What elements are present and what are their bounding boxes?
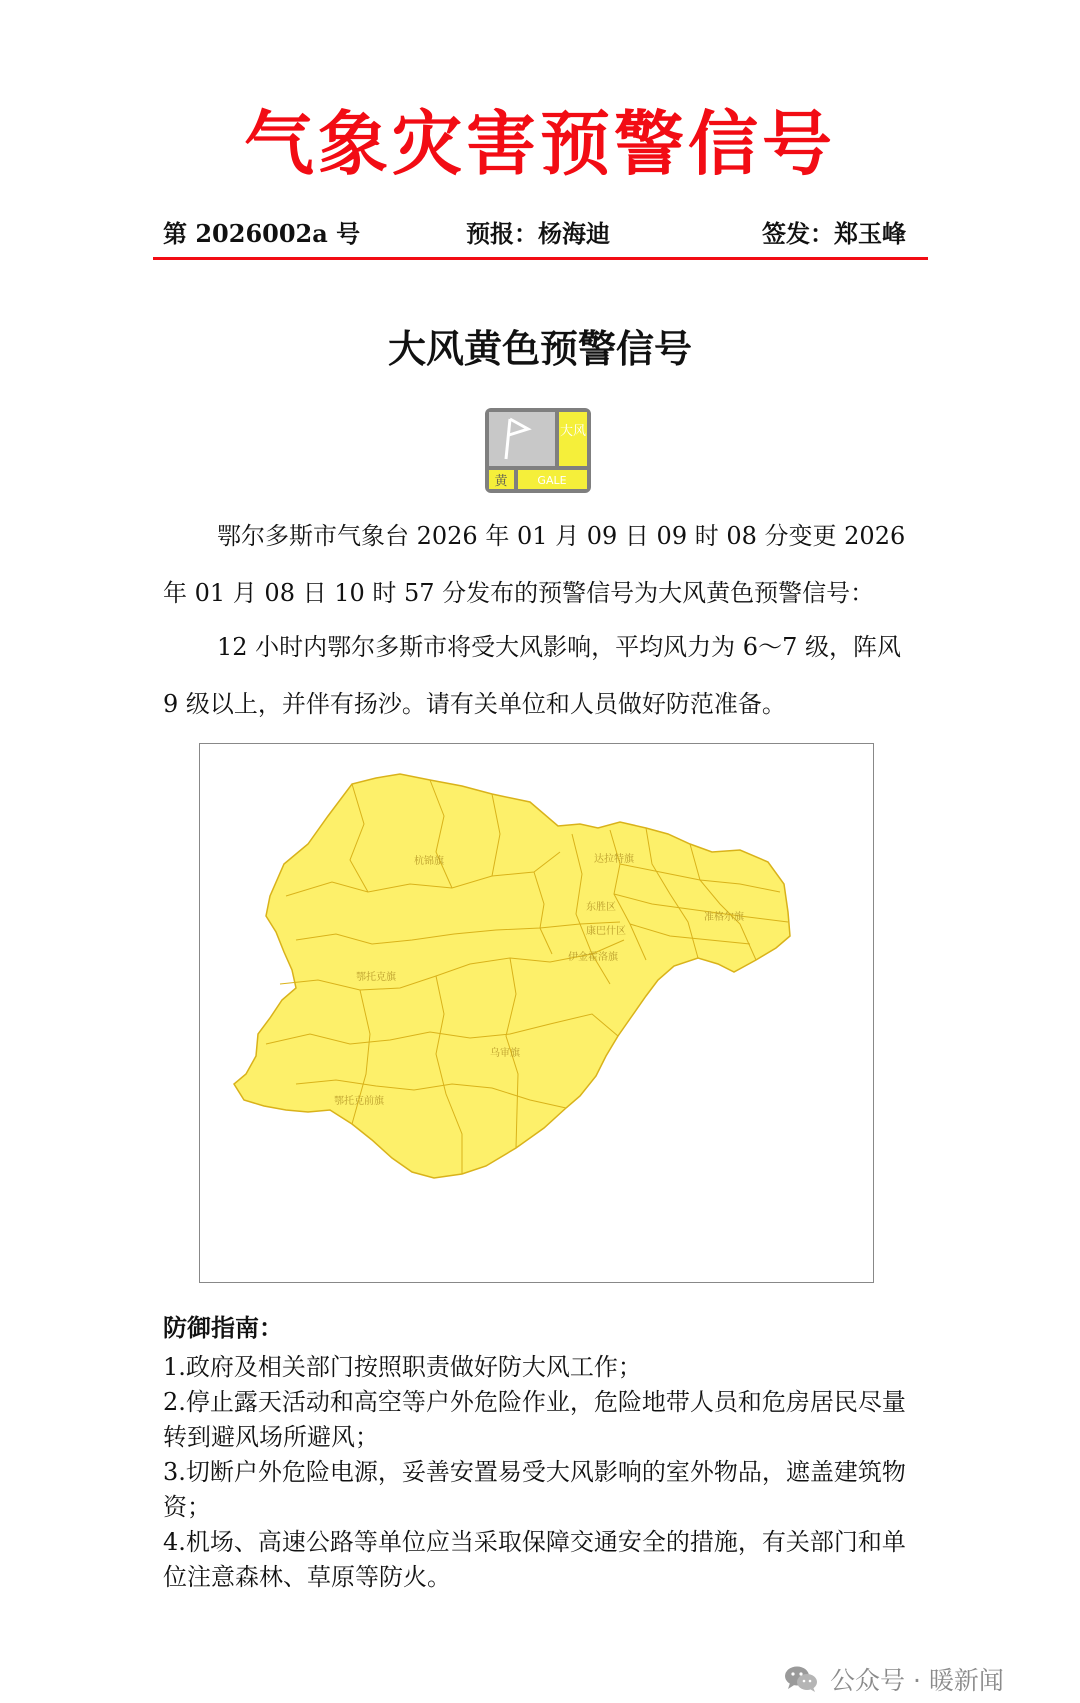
gale-yellow-signal-icon: [484, 407, 592, 494]
map-label-dongsheng: 东胜区: [586, 902, 616, 913]
header-divider: [153, 257, 928, 260]
forecast-detail: 12 小时内鄂尔多斯市将受大风影响，平均风力为 6～7 级，阵风 9 级以上，并伴有扬沙。请有关单位和人员做好防范准备。: [163, 633, 901, 718]
map-label-kangbashi: 康巴什区: [586, 926, 626, 937]
wechat-icon: [784, 1665, 818, 1693]
watermark-text: 公众号 · 暖新闻: [830, 1666, 1004, 1695]
signal-icon-level: 黄: [494, 474, 508, 489]
guide-title: 防御指南：: [163, 1313, 283, 1342]
signal-title: 大风黄色预警信号: [387, 326, 692, 371]
map-label-dalate: 达拉特旗: [594, 854, 634, 865]
issue-number: 第 2026002a 号: [163, 219, 361, 248]
document-title: 气象灾害预警信号: [244, 102, 836, 185]
signal-icon-text-1: 大风: [559, 424, 587, 439]
guide-item: 1.政府及相关部门按照职责做好防大风工作；: [163, 1353, 642, 1381]
map-label-zhungeer: 准格尔旗: [704, 912, 744, 923]
ordos-region-shape: [234, 774, 790, 1178]
forecaster: 预报：杨海迪: [466, 219, 610, 248]
map-label-hangjin: 杭锦旗: [414, 856, 444, 867]
signal-icon-english: GALE: [537, 474, 567, 487]
change-notice: 鄂尔多斯市气象台 2026 年 01 月 09 日 09 时 08 分变更 2026 年 01 月 08 日 10 时 57 分发布的预警信号为大风黄色预警信号：: [163, 522, 906, 607]
guide-item: 2.停止露天活动和高空等户外危险作业，危险地带人员和危房居民尽量转到避风场所避风；: [163, 1388, 906, 1451]
guide-item: 4.机场、高速公路等单位应当采取保障交通安全的措施，有关部门和单位注意森林、草原等防火。: [163, 1528, 906, 1591]
guide-item: 3.切断户外危险电源，妥善安置易受大风影响的室外物品，遮盖建筑物资；: [163, 1458, 906, 1521]
signer: 签发：郑玉峰: [762, 219, 906, 248]
map-label-yijinhuoluo: 伊金霍洛旗: [568, 952, 618, 963]
map-label-etuoke: 鄂托克旗: [356, 972, 396, 983]
warning-area-map: [199, 743, 874, 1283]
wechat-watermark: [784, 1662, 1004, 1696]
guide-list: [163, 1350, 923, 1595]
map-label-etuokeqian: 鄂托克前旗: [334, 1096, 384, 1107]
map-label-wushen: 乌审旗: [490, 1048, 520, 1059]
